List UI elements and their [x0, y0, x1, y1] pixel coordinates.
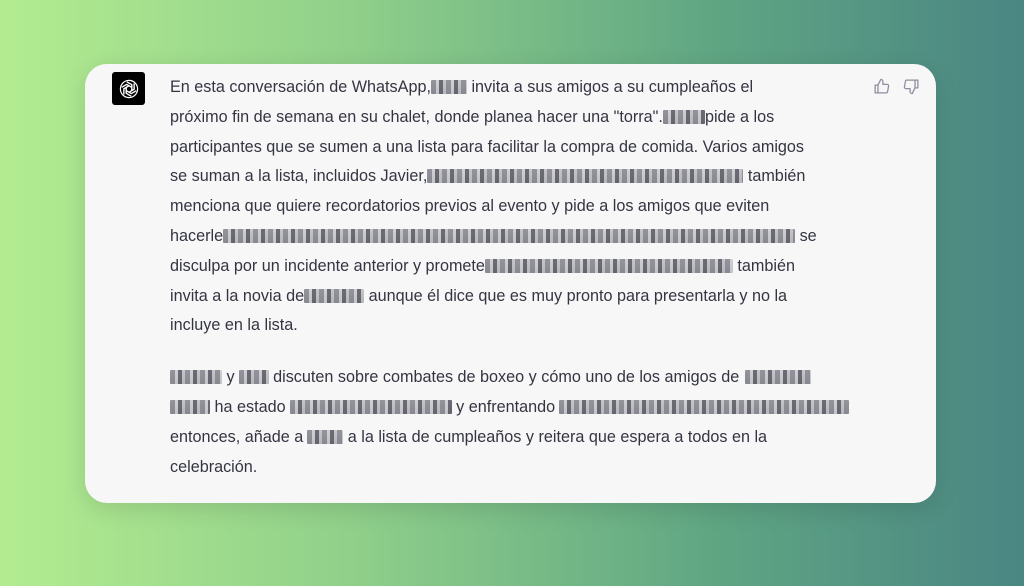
redacted-text [559, 400, 849, 414]
redacted-text [170, 370, 222, 384]
redacted-text [170, 400, 210, 414]
redacted-text [223, 229, 795, 243]
text-line [170, 73, 870, 103]
redacted-text [485, 259, 733, 273]
text-segment: incluye en la lista. [170, 316, 298, 335]
text-segment: también [732, 256, 796, 275]
text-line [170, 162, 870, 192]
openai-logo-icon [117, 77, 141, 101]
text-segment: participantes que se sumen a una lista para facilitar la compra de comida. Varios amigos [170, 137, 805, 156]
message-paragraph-1 [170, 73, 870, 341]
text-line [170, 282, 870, 312]
message-paragraph-2 [170, 363, 870, 482]
thumbs-down-button[interactable] [902, 77, 920, 95]
text-line [170, 311, 870, 341]
assistant-avatar [112, 72, 145, 105]
text-line [170, 363, 870, 393]
text-line [170, 252, 870, 282]
text-segment: invita a la novia de [170, 286, 305, 305]
text-segment: discuten sobre combates de boxeo y cómo uno de los amigos de [268, 368, 740, 387]
text-segment: disculpa por un incidente anterior y promete [170, 256, 485, 275]
text-line [170, 393, 870, 423]
text-segment: se [795, 226, 817, 245]
text-line [170, 192, 870, 222]
redacted-text [427, 169, 743, 183]
redacted-text [239, 370, 269, 384]
text-segment: a la lista de cumpleaños y reitera que espera a todos en la [343, 427, 768, 446]
text-segment: En esta conversación de WhatsApp, [170, 78, 431, 96]
redacted-text [745, 370, 811, 384]
text-segment: y [222, 368, 235, 387]
thumbs-up-icon [873, 78, 890, 95]
text-line [170, 222, 870, 252]
text-segment: y enfrentando [451, 397, 556, 416]
text-line [170, 103, 870, 133]
redacted-text [431, 80, 467, 94]
text-segment: entonces, añade a [170, 427, 304, 446]
message-text [170, 73, 870, 482]
feedback-buttons [872, 77, 920, 95]
thumbs-down-icon [903, 78, 920, 95]
text-line [170, 133, 870, 163]
text-segment: aunque él dice que es muy pronto para presentarla y no la [364, 286, 788, 305]
redacted-text [290, 400, 452, 414]
text-line [170, 423, 870, 453]
text-segment: hacerle [170, 226, 224, 245]
text-line [170, 453, 870, 483]
text-segment: próximo fin de semana en su chalet, donde planea hacer una "torra". [170, 107, 663, 126]
text-segment: ha estado [210, 397, 286, 416]
chat-message-card [85, 64, 936, 503]
text-segment: celebración. [170, 457, 258, 476]
thumbs-up-button[interactable] [872, 77, 890, 95]
text-segment: también [743, 167, 806, 186]
text-segment: se suman a la lista, incluidos Javier, [170, 167, 428, 186]
text-segment: menciona que quiere recordatorios previos al evento y pide a los amigos que eviten [170, 197, 770, 216]
redacted-text [304, 289, 364, 303]
text-segment: pide a los [704, 107, 775, 126]
redacted-text [663, 110, 705, 124]
redacted-text [307, 430, 343, 444]
text-segment: invita a sus amigos a su cumpleaños el [466, 78, 754, 96]
